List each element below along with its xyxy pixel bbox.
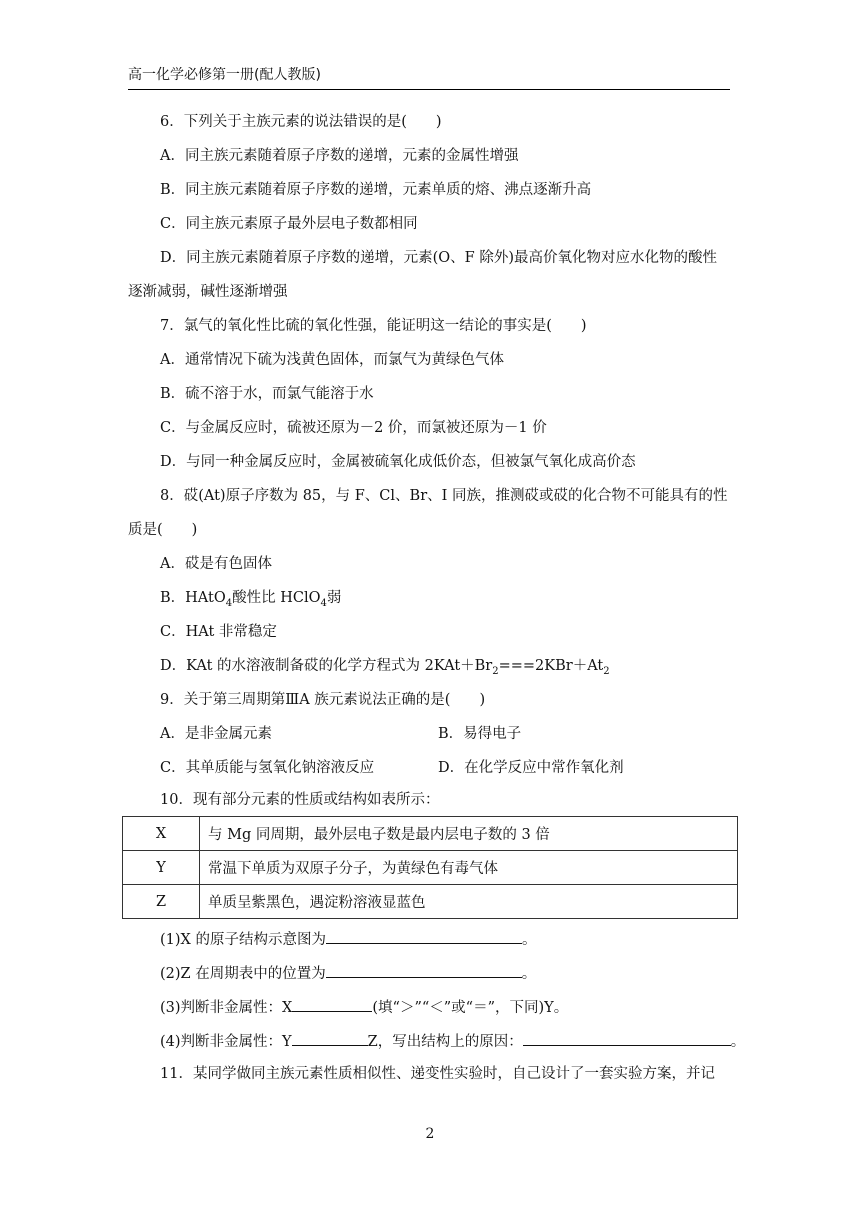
table-cell-value: 常温下单质为双原子分子，为黄绿色有毒气体 [200,851,738,885]
table-cell-value: 与 Mg 同周期，最外层电子数是最内层电子数的 3 倍 [200,817,738,851]
q10-sub2: (2)Z 在周期表中的位置为 。 [160,962,536,984]
q9-option-c: C．其单质能与氢氧化钠溶液反应 [160,760,375,776]
q8-option-d: D．KAt 的水溶液制备砹的化学方程式为 $2KAt+Br_2===2KBr+At_2$ [160,658,610,677]
q7-stem: 7．氯气的氧化性比硫的氧化性强，能证明这一结论的事实是( ) [160,318,587,334]
q7-option-d: D．与同一种金属反应时，金属被硫氧化成低价态，但被氯气氧化成高价态 [160,454,636,470]
q6-option-b: B．同主族元素随着原子序数的递增，元素单质的熔、沸点逐渐升高 [160,182,592,198]
q7-option-c: C．与金属反应时，硫被还原为－2 价，而氯被还原为－1 价 [160,420,547,436]
q8-option-a: A．砹是有色固体 [160,556,272,572]
q11-stem: 11．某同学做同主族元素性质相似性、递变性实验时，自己设计了一套实验方案，并记 [160,1066,715,1082]
q6-option-a: A．同主族元素随着原子序数的递增，元素的金属性增强 [160,148,519,164]
table-row [123,885,738,919]
table-row [123,851,738,885]
q9-option-b: B．易得电子 [438,726,522,742]
answer-blank[interactable] [326,928,522,944]
q9-option-d: D．在化学反应中常作氧化剂 [438,760,624,776]
answer-blank[interactable] [326,962,522,978]
answer-blank[interactable] [292,996,372,1012]
page-number: 2 [425,1126,435,1142]
q9-stem: 9．关于第三周期第ⅢA 族元素说法正确的是( ) [160,692,486,708]
answer-blank[interactable] [292,1030,368,1046]
q10-sub1: (1)X 的原子结构示意图为 。 [160,928,536,950]
q7-option-b: B．硫不溶于水，而氯气能溶于水 [160,386,374,402]
q10-stem: 10．现有部分元素的性质或结构如表所示： [160,792,440,808]
answer-blank[interactable] [523,1030,731,1046]
table-cell-key: Y [123,851,200,885]
q8-stem-cont: 质是( ) [128,522,198,538]
q6-option-d-cont: 逐渐减弱，碱性逐渐增强 [128,284,288,300]
q6-option-c: C．同主族元素原子最外层电子数都相同 [160,216,418,232]
element-table [122,816,738,919]
page-header: 高一化学必修第一册(配人教版) [128,64,730,90]
q7-option-a: A．通常情况下硫为浅黄色固体，而氯气为黄绿色气体 [160,352,504,368]
table-cell-value: 单质呈紫黑色，遇淀粉溶液显蓝色 [200,885,738,919]
table-cell-key: Z [123,885,200,919]
q8-option-c: C．HAt 非常稳定 [160,624,277,640]
q6-stem: 6．下列关于主族元素的说法错误的是( ) [160,114,442,130]
table-cell-key: X [123,817,200,851]
table-row [123,817,738,851]
q8-option-b: B．HAtO$_4$酸性比 HClO$_4$弱 [160,590,342,609]
q10-sub3: (3)判断非金属性：X (填“＞”“＜”或“＝”，下同)Y。 [160,996,568,1018]
q10-sub4: (4)判断非金属性：Y Z，写出结构上的原因： 。 [160,1030,745,1052]
q8-stem: 8．砹(At)原子序数为 85，与 F、Cl、Br、I 同族，推测砹或砹的化合物不可能具有的性 [160,488,728,504]
q9-option-a: A．是非金属元素 [160,726,272,742]
q6-option-d: D．同主族元素随着原子序数的递增，元素(O、F 除外)最高价氧化物对应水化物的酸性 [160,250,717,266]
